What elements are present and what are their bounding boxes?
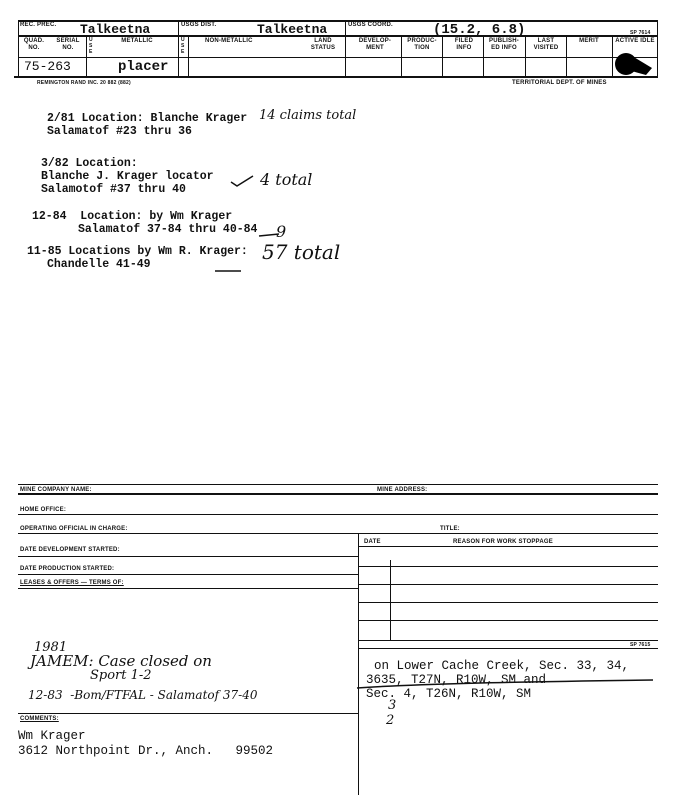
use-code-label: U S E bbox=[89, 37, 93, 55]
stoppage-rule-4 bbox=[358, 620, 658, 621]
header-vline bbox=[345, 20, 346, 76]
header-bottom-rule bbox=[14, 76, 658, 78]
quad-serial-value: 75-263 bbox=[24, 59, 71, 74]
header-vline bbox=[86, 35, 87, 76]
stoppage-rule-5 bbox=[358, 640, 658, 641]
comment-line-2: 3612 Northpoint Dr., Anch. 99502 bbox=[18, 744, 274, 758]
entry-3-note: 9 bbox=[276, 222, 287, 241]
official-rule bbox=[18, 533, 658, 534]
form-code-2: SP 7615 bbox=[630, 642, 651, 648]
comments-rule bbox=[18, 713, 358, 714]
entry-4-line-2: Chandelle 41-49 bbox=[47, 258, 151, 271]
metallic-value: placer bbox=[118, 59, 169, 75]
entry-2-note: 4 total bbox=[260, 170, 313, 189]
rec-prec-value: Talkeetna bbox=[80, 22, 151, 37]
prod-rule bbox=[18, 574, 358, 575]
stoppage-rule-6 bbox=[358, 648, 658, 649]
dev-rule bbox=[18, 556, 358, 557]
entry-2-line-1: 3/82 Location: bbox=[41, 157, 138, 170]
rec-prec-label: REC. PREC. bbox=[20, 22, 57, 28]
prod-started-label: DATE PRODUCTION STARTED: bbox=[20, 566, 115, 572]
usgs-coord-label: USGS COORD. bbox=[348, 22, 393, 28]
stoppage-rule-2 bbox=[358, 584, 658, 585]
handwritten-year: 1981 bbox=[34, 640, 68, 655]
stoppage-rule-1 bbox=[358, 566, 658, 567]
mine-address-label: MINE ADDRESS: bbox=[377, 487, 428, 493]
mine-company-rule bbox=[18, 493, 658, 495]
handwritten-sport: Sport 1-2 bbox=[90, 668, 152, 683]
serial-label: SERIAL NO. bbox=[56, 38, 80, 51]
strike-line-icon bbox=[355, 678, 655, 692]
entry-3-line-1: 12-84 Location: by Wm Krager bbox=[32, 210, 233, 223]
ink-blot-icon bbox=[612, 48, 658, 78]
entry-1-note: 14 claims total bbox=[259, 108, 357, 123]
merit-label: MERIT bbox=[579, 38, 599, 44]
form-code: SP 7614 bbox=[630, 30, 651, 36]
land-status-label: LAND STATUS bbox=[310, 38, 336, 51]
location-line-2: 3635, T27N, R10W, SM and bbox=[366, 673, 547, 687]
home-office-rule bbox=[18, 514, 658, 515]
reason-label: REASON FOR WORK STOPPAGE bbox=[453, 539, 553, 545]
development-label: DEVELOP-MENT bbox=[358, 38, 392, 51]
entry-1-line-2: Salamatof #23 thru 36 bbox=[47, 125, 192, 138]
printer-note: REMINGTON RAND INC. 20 882 (882) bbox=[37, 80, 131, 86]
last-visited-label: LAST VISITED bbox=[533, 38, 559, 51]
dev-started-label: DATE DEVELOPMENT STARTED: bbox=[20, 547, 120, 553]
entry-2-line-3: Salamotof #37 thru 40 bbox=[41, 183, 186, 196]
dept-note: TERRITORIAL DEPT. OF MINES bbox=[512, 80, 607, 86]
location-hand-b: 2 bbox=[386, 713, 395, 728]
metallic-label: METALLIC bbox=[121, 38, 153, 44]
usgs-coord-value: (15.2, 6.8) bbox=[433, 22, 526, 38]
entry-4-note: 57 total bbox=[262, 240, 341, 264]
date-label: DATE bbox=[364, 539, 381, 545]
operating-official-label: OPERATING OFFICIAL IN CHARGE: bbox=[20, 526, 128, 532]
published-info-label: PUBLISH-ED INFO bbox=[489, 38, 519, 51]
header-vline bbox=[188, 35, 189, 76]
leases-label: LEASES & OFFERS — TERMS OF: bbox=[20, 580, 124, 586]
header-vline bbox=[525, 35, 526, 76]
leases-rule bbox=[18, 588, 358, 589]
non-metallic-label: NON-METALLIC bbox=[205, 38, 253, 44]
nonmet-use-label: U S E bbox=[181, 37, 185, 55]
lower-divider bbox=[358, 533, 359, 795]
header-vline bbox=[483, 35, 484, 76]
handwritten-case-closed: JAMEM: Case closed on bbox=[30, 652, 212, 670]
header-vline bbox=[18, 20, 19, 76]
active-label: ACTIVE IDLE bbox=[615, 38, 655, 44]
comments-label: COMMENTS: bbox=[20, 716, 59, 722]
entry-4-line-1: 11-85 Locations by Wm R. Krager: bbox=[27, 245, 248, 258]
lower-top-rule bbox=[18, 484, 658, 485]
home-office-label: HOME OFFICE: bbox=[20, 507, 67, 513]
entry-3-line-2: Salamatof 37-84 thru 40-84 bbox=[78, 223, 258, 236]
title-label: TITLE: bbox=[440, 526, 460, 532]
stoppage-rule-3 bbox=[358, 602, 658, 603]
mine-company-label: MINE COMPANY NAME: bbox=[20, 487, 92, 493]
header-vline bbox=[566, 35, 567, 76]
location-line-1: on Lower Cache Creek, Sec. 33, 34, bbox=[374, 659, 630, 673]
date-column-divider bbox=[390, 560, 391, 640]
check-mark-icon bbox=[229, 174, 255, 188]
header-vline bbox=[442, 35, 443, 76]
comment-line-1: Wm Krager bbox=[18, 729, 86, 743]
entry-1-line-1: 2/81 Location: Blanche Krager bbox=[47, 112, 248, 125]
quad-label: QUAD. NO. bbox=[23, 38, 45, 51]
header-sub-rule bbox=[18, 57, 658, 58]
usgs-dist-label: USGS DIST. bbox=[181, 22, 217, 28]
handwritten-bom-note: 12-83 -Bom/FTFAL - Salamatof 37-40 bbox=[28, 688, 258, 702]
location-line-3: Sec. 4, T26N, R10W, SM bbox=[366, 687, 532, 701]
usgs-dist-value: Talkeetna bbox=[257, 22, 328, 37]
tally-dash-icon bbox=[258, 232, 280, 238]
header-vline bbox=[178, 20, 179, 76]
location-hand-a: 3 bbox=[388, 698, 397, 713]
header-vline bbox=[401, 35, 402, 76]
date-rule bbox=[358, 546, 658, 547]
filed-info-label: FILED INFO bbox=[454, 38, 474, 51]
tally-dash-icon bbox=[214, 268, 242, 274]
production-label: PRODUC-TION bbox=[407, 38, 437, 51]
entry-2-line-2: Blanche J. Krager locator bbox=[41, 170, 214, 183]
